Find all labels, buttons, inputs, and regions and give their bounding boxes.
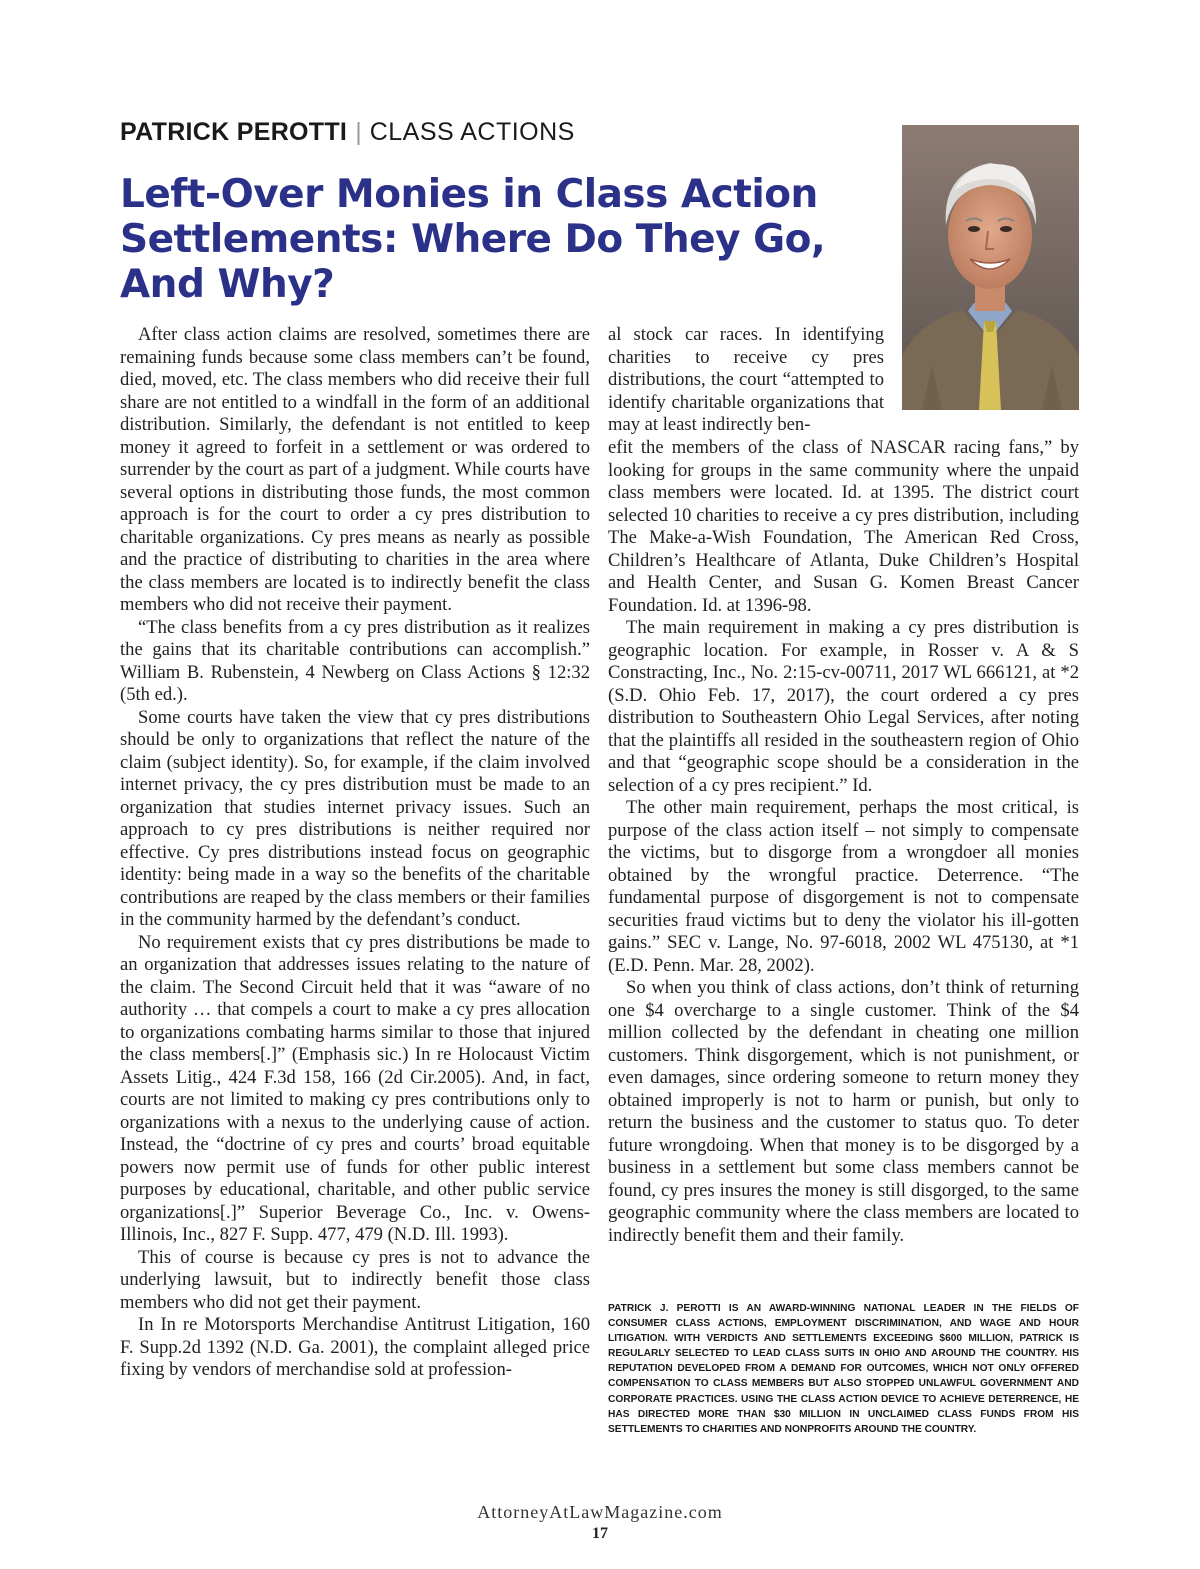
paragraph: After class action claims are resolved, sometimes there are remaining funds because some class members can’t be found, died, moved, etc. The class members who did receive their full share are not entitled to a windfall in the form of an additional distribution. Similarly, the defendant is not entitled to keep money it agreed to forfeit in a settlement or was ordered to surrender by the court as part of a judgment. While courts have several options in distributing those funds, the most common approach is for the court to order a cy pres distribution to charitable organizations. Cy pres means as nearly as possible and the practice of distributing to charities in the area where the class members are located is to indirectly benefit the class members who did not receive their payment. <box>120 324 590 615</box>
paragraph: efit the members of the class of NASCAR racing fans,” by looking for groups in the same community where the unpaid class members were located. Id. at 1395. The district court selected 10 charities to receive a cy pres distribution, including The Make-a-Wish Foundation, The American Red Cross, Children’s Healthcare of Atlanta, Duke Children’s Hospital and Health Center, and Susan G. Komen Breast Cancer Foundation. Id. at 1396-98. <box>608 437 1079 616</box>
page-footer <box>0 1502 1200 1543</box>
paragraph: “The class benefits from a cy pres distribution as it realizes the gains that its charitable contributions can accomplish.” William B. Rubenstein, 4 Newberg on Class Actions § 12:32 (5th ed.). <box>120 616 590 705</box>
paragraph: No requirement exists that cy pres distributions be made to an organization that addresses issues relating to the nature of the claim. The Second Circuit held that it was “aware of no authority … that compels a court to make a cy pres allocation to organizations combating harms similar to those that injured the class members[.]” (Emphasis sic.) In re Holocaust Victim Assets Litig., 424 F.3d 158, 166 (2d Cir.2005). And, in fact, courts are not limited to making cy pres contributions only to organizations with a nexus to the underlying cause of action. Instead, the “doctrine of cy pres and courts’ broad equitable powers now permit use of funds for other public interest purposes by educational, charitable, and other public service organizations[.]” Superior Beverage Co., Inc. v. Owens-Illinois, Inc., 827 F. Supp. 477, 479 (N.D. Ill. 1993). <box>120 931 590 1245</box>
paragraph: The main requirement in making a cy pres distribution is geographic location. For example, in Rosser v. A & S Constracting, Inc., No. 2:15-cv-00711, 2017 WL 666121, at *2 (S.D. Ohio Feb. 17, 2017), the court ordered a cy pres distribution to Southeastern Ohio Legal Services, after noting that the plaintiffs all resided in the southeastern region of Ohio and that “geographic scope should be a consideration in the selection of a cy pres recipient.” Id. <box>608 617 1079 796</box>
paragraph: Some courts have taken the view that cy pres distributions should be only to organizations that reflect the nature of the claim (subject identity). So, for example, if the claim involved internet privacy, the cy pres distribution must be made to an organization that studies internet privacy issues. Such an approach to cy pres distributions is neither required nor effective. Cy pres distributions instead focus on geographic identity: being made in a way so the benefits of the charitable contributions are reaped by the class members or their families in the community harmed by the defendant’s conduct. <box>120 706 590 930</box>
paragraph: In In re Motorsports Merchandise Antitrust Litigation, 160 F. Supp.2d 1392 (N.D. Ga. 2001), the complaint alleged price fixing by vendors of merchandise sold at profession- <box>120 1314 590 1380</box>
paragraph: The other main requirement, perhaps the most critical, is purpose of the class action itself – not simply to compensate the victims, but to disgorge from a wrongdoer all monies obtained by the wrongful practice. Deterrence. “The fundamental purpose of disgorgement is not to compensate securities fraud victims but to deny the violator his ill-gotten gains.” SEC v. Lange, No. 97-6018, 2002 WL 475130, at *1 (E.D. Penn. Mar. 28, 2002). <box>608 797 1079 976</box>
author-photo <box>902 125 1079 410</box>
paragraph: This of course is because cy pres is not to advance the underlying lawsuit, but to indirectly benefit those class members who did not get their payment. <box>120 1246 590 1313</box>
article-header <box>120 118 575 147</box>
page-number: 17 <box>592 1525 608 1542</box>
article-column-right-wrap <box>608 324 884 437</box>
article-column-right <box>608 437 1079 1247</box>
header-separator: | <box>355 118 362 146</box>
paragraph: So when you think of class actions, don’t think of returning one $4 overcharge to a single customer. Think of the $4 million collected by the defendant in cheating one million customers. Think disgorgement, which is not punishment, or even damages, since ordering someone to return money they obtained improperly is not to harm or punish, but only to return the business and the customer to status quo. To deter future wrongdoing. When that money is to be disgorged by a business in a settlement but some class members cannot be found, cy pres insures the money is still disgorged, to the same geographic community where the class members are located to indirectly benefit them and their family. <box>608 977 1079 1246</box>
author-portrait-image <box>902 125 1079 410</box>
paragraph: al stock car races. In identifying charities to receive cy pres distributions, the court “attempted to identify charitable organizations that may at least indirectly ben- <box>608 324 884 435</box>
author-bio: PATRICK J. PEROTTI IS AN AWARD-WINNING NATIONAL LEADER IN THE FIELDS OF CONSUMER CLASS ACTIONS, EMPLOYMENT DISCRIMINATION, AND WAGE AND HOUR LITIGATION. WITH VERDICTS AND SETTLEMENTS EXCEEDING $600 MILLION, PATRICK IS REGULARLY SELECTED TO LEAD CLASS SUITS IN OHIO AND AROUND THE COUNTRY. HIS REPUTATION DEVELOPED FROM A DEMAND FOR OUTCOMES, WHICH NOT ONLY OFFERED COMPENSATION TO CLASS MEMBERS BUT ALSO STOPPED UNLAWFUL GOVERNMENT AND CORPORATE PRACTICES. USING THE CLASS ACTION DEVICE TO ACHIEVE DETERRENCE, HE HAS DIRECTED MORE THAN $30 MILLION IN UNCLAIMED CLASS FUNDS FROM HIS SETTLEMENTS TO CHARITIES AND NONPROFITS AROUND THE COUNTRY. <box>608 1303 1079 1435</box>
article-title: Left-Over Monies in Class Action Settlements: Where Do They Go, And Why? <box>120 172 826 307</box>
article-column-left <box>120 324 590 1382</box>
author-name: PATRICK PEROTTI <box>120 118 348 146</box>
footer-site-url: AttorneyAtLawMagazine.com <box>477 1502 723 1522</box>
section-name: CLASS ACTIONS <box>369 118 575 146</box>
